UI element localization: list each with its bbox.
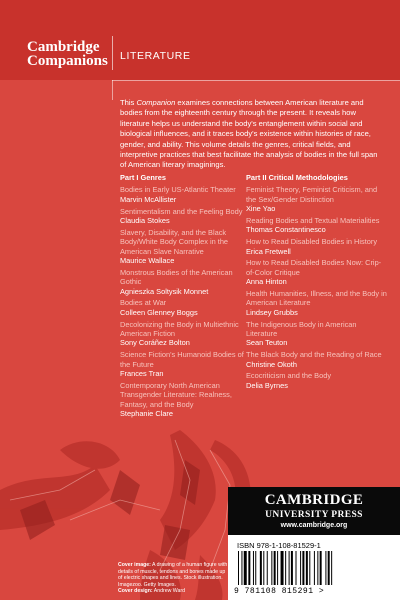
design-credit-text: Andrew Ward	[152, 588, 185, 595]
barcode-box	[228, 535, 400, 600]
barcode-bar	[281, 551, 284, 585]
series-name: LITERATURE	[120, 50, 191, 62]
chapter-author: Lindsey Grubbs	[246, 307, 298, 317]
chapter-author: Christine Okoth	[246, 359, 297, 369]
toc-entry	[120, 298, 248, 317]
chapter-title: Reading Bodies and Textual Materialities	[246, 216, 380, 226]
cover-credits	[118, 562, 230, 595]
toc-entry	[120, 381, 248, 419]
chapter-author: Erica Fretwell	[246, 246, 291, 256]
chapter-title: Decolonizing the Body in Multiethnic American Fiction	[120, 319, 239, 339]
chapter-title: How to Read Disabled Bodies in History	[246, 237, 378, 247]
barcode	[236, 551, 392, 587]
barcode-bar	[285, 551, 286, 585]
toc-entry	[246, 320, 388, 348]
barcode-bar	[320, 551, 322, 585]
barcode-bar	[296, 551, 297, 585]
toc-entry	[120, 320, 248, 348]
barcode-bar	[331, 551, 332, 585]
design-credit-label: Cover design:	[118, 588, 153, 595]
chapter-title: Monstrous Bodies of the American Gothic	[120, 267, 233, 287]
chapter-author: Maurice Wallace	[120, 256, 175, 266]
toc-entry	[246, 350, 388, 369]
publisher-press: UNIVERSITY PRESS	[265, 510, 363, 520]
chapter-author: Agnieszka Soltysik Monnet	[120, 286, 209, 296]
image-credit-text: A drawing of a human figure with details of muscle, tendons and bones made up of electric shapes and lines. Stock illustration. Imagezoo. Getty Images.	[118, 562, 228, 588]
blurb-italic: Companion	[136, 98, 176, 107]
barcode-bar	[271, 551, 272, 585]
chapter-title: Feminist Theory, Feminist Criticism, and the Sex/Gender Distinction	[246, 185, 378, 204]
barcode-bar	[302, 551, 304, 585]
barcode-bar	[260, 551, 262, 585]
chapter-title: Bodies at War	[120, 298, 167, 308]
chapter-title: The Indigenous Body in American Literature	[246, 319, 357, 339]
publisher-url: www.cambridge.org	[280, 522, 348, 529]
contents-part-1	[120, 173, 248, 421]
brand-divider	[112, 36, 113, 70]
brand-line-1: Cambridge	[27, 39, 100, 55]
barcode-bar	[248, 551, 250, 585]
chapter-author: Claudia Stokes	[120, 216, 170, 226]
chapter-author: Sony Coráñez Bolton	[120, 338, 190, 348]
brand-line-2: Companions	[27, 53, 108, 69]
toc-entry	[246, 371, 388, 390]
barcode-bar	[300, 551, 301, 585]
chapter-title: Bodies in Early US-Atlantic Theater	[120, 185, 236, 195]
contents-part-2	[246, 173, 388, 393]
barcode-digits: 9 781108 815291 >	[234, 587, 325, 596]
publisher-block	[228, 487, 400, 535]
barcode-bar	[244, 551, 247, 585]
toc-entry	[246, 216, 388, 235]
barcode-bar	[328, 551, 330, 585]
series-logo	[27, 40, 108, 68]
barcode-bar	[306, 551, 308, 585]
blurb-text: examines connections between American literature and bodies from the eighteenth century through the present. It reveals how literature helps us understand the body's entanglement within social and biological influences, and it traces body's existence within histories of race, gender, and ability. This volume details the genres, critical fields, and interpretive practices that best facilitate the analysis of bodies in the full span of American literary imaginings.	[120, 98, 378, 170]
barcode-bar	[314, 551, 315, 585]
toc-entry	[120, 207, 248, 226]
barcode-bar	[289, 551, 290, 585]
barcode-bar	[267, 551, 268, 585]
chapter-author: Sean Teuton	[246, 338, 288, 348]
image-credit	[118, 562, 230, 588]
barcode-bar	[253, 551, 254, 585]
chapter-author: Frances Tran	[120, 369, 164, 379]
design-credit	[118, 588, 230, 595]
chapter-title: How to Read Disabled Bodies Now: Crip-of-Color Critique	[246, 258, 382, 277]
isbn-label: ISBN 978-1-108-81529-1	[237, 541, 321, 550]
chapter-title: Science Fiction's Humanoid Bodies of the Future	[120, 350, 244, 369]
chapter-author: Colleen Glenney Boggs	[120, 307, 198, 317]
header-rule	[112, 80, 400, 81]
chapter-title: Health Humanities, Illness, and the Body in American Literature	[246, 289, 387, 308]
chapter-title: Slavery, Disability, and the Black Body/White Body Complex in the American Slave Narrative	[120, 227, 229, 256]
barcode-bar	[291, 551, 293, 585]
chapter-title: Ecocriticism and the Body	[246, 371, 332, 381]
chapter-author: Xine Yao	[246, 204, 276, 214]
toc-entry	[246, 237, 388, 256]
barcode-bar	[238, 551, 239, 585]
chapter-author: Stephanie Clare	[120, 409, 174, 419]
barcode-bar	[309, 551, 310, 585]
chapter-title: The Black Body and the Reading of Race	[246, 350, 382, 360]
barcode-bar	[263, 551, 264, 585]
barcode-bar	[255, 551, 256, 585]
toc-entry	[120, 268, 248, 296]
image-credit-label: Cover image:	[118, 562, 151, 568]
barcode-bar	[241, 551, 242, 585]
chapter-author: Delia Byrnes	[246, 380, 288, 390]
toc-entry	[246, 185, 388, 213]
toc-entry	[120, 185, 248, 204]
blurb	[120, 98, 382, 171]
barcode-bar	[277, 551, 278, 585]
vertical-rule	[112, 80, 113, 100]
chapter-title: Contemporary North American Transgender Literature: Realness, Fantasy, and the Body	[120, 380, 232, 409]
toc-entry	[120, 228, 248, 266]
barcode-bar	[325, 551, 326, 585]
toc-entry	[246, 258, 388, 286]
toc-entry	[120, 350, 248, 378]
barcode-bar	[317, 551, 318, 585]
chapter-author: Thomas Constantinesco	[246, 225, 326, 235]
chapter-author: Anna Hinton	[246, 277, 287, 287]
part-2-heading: Part II Critical Methodologies	[246, 173, 348, 182]
chapter-title: Sentimentalism and the Feeling Body	[120, 206, 243, 216]
chapter-author: Marvin McAllister	[120, 194, 177, 204]
toc-entry	[246, 289, 388, 317]
publisher-name: CAMBRIDGE	[264, 492, 364, 508]
barcode-bar	[274, 551, 276, 585]
blurb-prefix: This	[120, 98, 137, 107]
part-1-heading: Part I Genres	[120, 173, 167, 182]
